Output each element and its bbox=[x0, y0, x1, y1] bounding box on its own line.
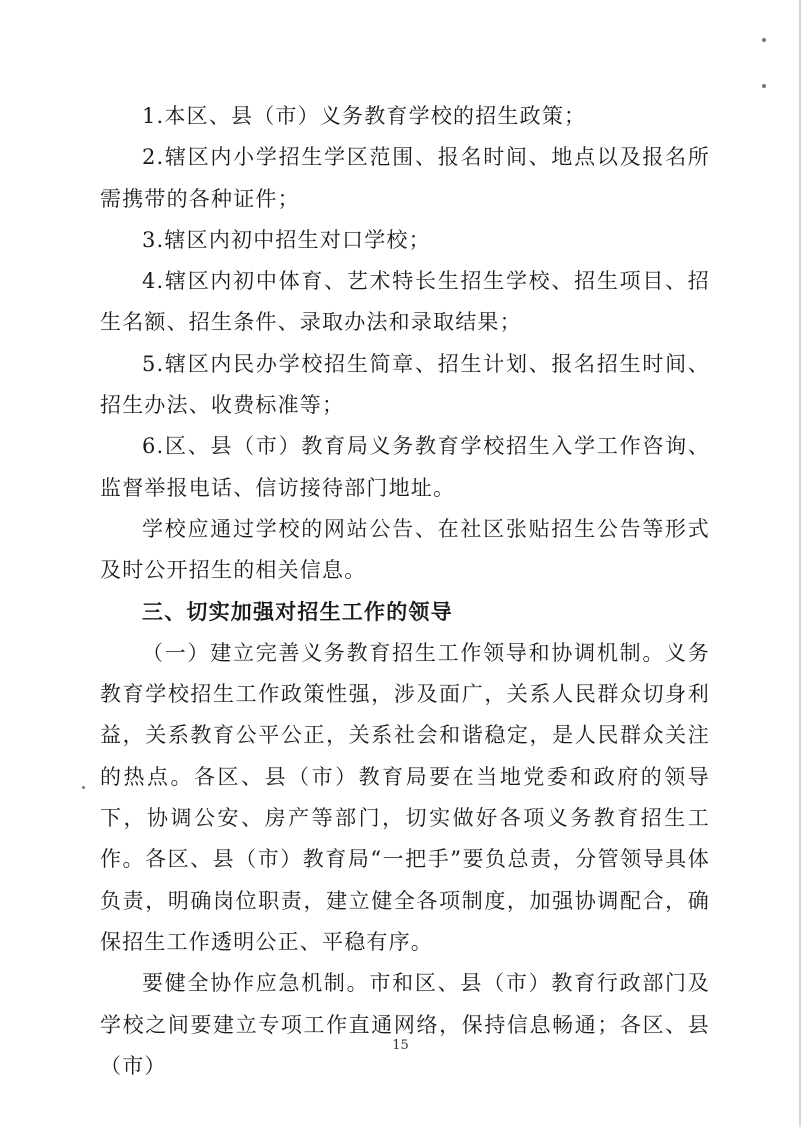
paragraph: 要健全协作应急机制。市和区、县（市）教育行政部门及学校之间要建立专项工作直通网络，保持信息畅通；各区、县（市） bbox=[100, 971, 710, 1078]
paragraph: 学校应通过学校的网站公告、在社区张贴招生公告等形式及时公开招生的相关信息。 bbox=[100, 516, 710, 583]
list-item: 3.辖区内初中招生对口学校； bbox=[142, 227, 431, 252]
page-number: 15 bbox=[392, 1038, 409, 1053]
list-item: 1.本区、县（市）义务教育学校的招生政策； bbox=[142, 104, 587, 128]
paragraph: （一）建立完善义务教育招生工作领导和协调机制。义务教育学校招生工作政策性强，涉及面广，关系人民群众切身利益，关系教育公平公正，关系社会和谐稳定，是人民群众关注的热点。各区、县（市）教育局要在当地党委和政府的领导下，协调公安、房产等部门，切实做好各项义务教育招生工作。各区、县（市）教育局“一把手”要负总责，分管领导具体负责，明确岗位职责，建立健全各项制度，加强协调配合，确保招生工作透明公正、平稳有序。 bbox=[100, 640, 710, 954]
scan-speck bbox=[82, 786, 85, 789]
scan-speck bbox=[762, 38, 766, 42]
list-item: 5.辖区内民办学校招生简章、招生计划、报名招生时间、招生办法、收费标准等； bbox=[100, 351, 710, 418]
list-item: 4.辖区内初中体育、艺术特长生招生学校、招生项目、招生名额、招生条件、录取办法和录取结果； bbox=[100, 269, 710, 335]
scan-speck bbox=[762, 84, 766, 88]
list-item: 2.辖区内小学招生学区范围、报名时间、地点以及报名所需携带的各种证件； bbox=[100, 145, 710, 211]
body-text bbox=[100, 96, 710, 1087]
section-heading: 三、切实加强对招生工作的领导 bbox=[142, 599, 453, 624]
list-item: 6.区、县（市）教育局义务教育学校招生入学工作咨询、监督举报电话、信访接待部门地址。 bbox=[100, 434, 710, 500]
